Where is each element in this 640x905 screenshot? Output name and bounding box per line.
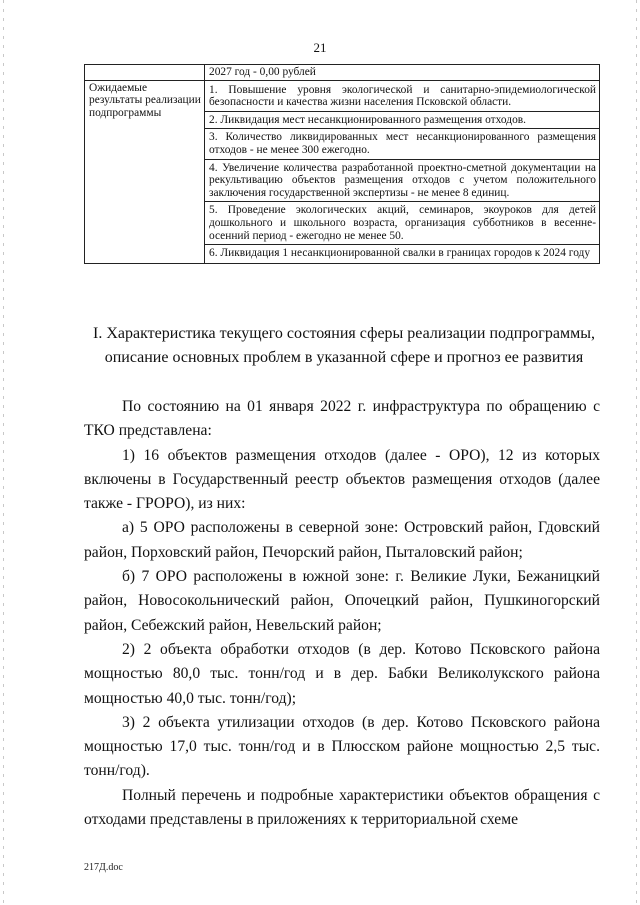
- expected-results-label: Ожидаемые результаты реализации подпрограммы: [85, 80, 205, 263]
- table-cell-empty: [85, 65, 205, 81]
- table-row: [85, 80, 600, 263]
- scan-edge-left: [3, 0, 4, 905]
- paragraph: 1) 16 объектов размещения отходов (далее - ОРО), 12 из которых включены в Государственный реестр объектов размещения отходов (далее также - ГРОРО), из них:: [84, 446, 600, 513]
- result-item: 6. Ликвидация 1 несанкционированной свалки в границах городов к 2024 году: [209, 247, 591, 260]
- result-item: 1. Повышение уровня экологической и санитарно-эпидемиологической безопасности и качества жизни населения Псковской области.: [205, 82, 599, 112]
- funding-year-cell: 2027 год - 0,00 рублей: [205, 65, 600, 81]
- expected-results-list: [205, 80, 600, 263]
- paragraph: б) 7 ОРО расположены в южной зоне: г. Великие Луки, Бежаницкий район, Новосокольнический район, Опочецкий район, Пушкиногорский район, Себежский район, Невельский район;: [84, 568, 600, 634]
- paragraph: 2) 2 объекта обработки отходов (в дер. Котово Псковского района мощностью 80,0 тыс. тонн/год и в дер. Бабки Великолукского района мощностью 40,0 тыс. тонн/год);: [84, 640, 600, 707]
- section-heading: [84, 322, 604, 370]
- result-item: 2. Ликвидация мест несанкционированного размещения отходов.: [205, 112, 599, 130]
- scan-edge-right: [636, 0, 637, 905]
- paragraph: а) 5 ОРО расположены в северной зоне: Островский район, Гдовский район, Порховский район, Печорский район, Пыталовский район;: [84, 519, 600, 561]
- section-body: [84, 395, 600, 832]
- result-item: 5. Проведение экологических акций, семинаров, экоуроков для детей дошкольного и школьного возраста, организация субботников в весенне-осенний период - ежегодно не менее 50.: [205, 202, 599, 245]
- paragraph: 3) 2 объекта утилизации отходов (в дер. Котово Псковского района мощностью 17,0 тыс. тонн/год и в Плюсском районе мощностью 2,5 тыс. тонн/год).: [84, 713, 600, 780]
- expected-results-table: [84, 64, 600, 264]
- paragraph: По состоянию на 01 января 2022 г. инфраструктура по обращению с ТКО представлена:: [84, 398, 600, 440]
- section-heading-line-1: I. Характеристика текущего состояния сферы реализации подпрограммы,: [93, 325, 595, 342]
- paragraph: Полный перечень и подробные характеристики объектов обращения с отходами представлены в приложениях к территориальной схеме: [84, 786, 600, 829]
- result-item: 3. Количество ликвидированных мест несанкционированного размещения отходов - не менее 300 ежегодно.: [205, 129, 599, 159]
- section-heading-line-2: описание основных проблем в указанной сфере и прогноз ее развития: [104, 349, 584, 366]
- file-name-footer: 217Д.doc: [84, 862, 123, 873]
- result-item: 4. Увеличение количества разработанной проектно-сметной документации на рекультивацию объектов размещения отходов с учетом положительного заключения государственной экспертизы - не менее 8 единиц.: [205, 160, 599, 203]
- page-number: 21: [313, 40, 327, 55]
- table-row: [85, 65, 600, 81]
